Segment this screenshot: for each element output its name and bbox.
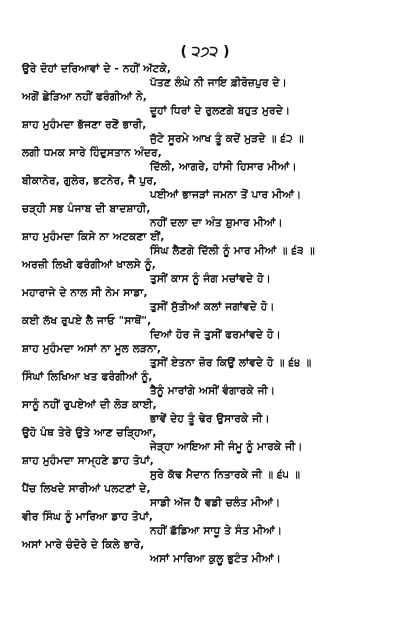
verse-line: ਸ਼ਾਹ ਮੁਹੰਮਦਾ ਸਾਮ੍ਹਣੇ ਡਾਹ ਤੋਪਾਂ, xyxy=(22,455,154,467)
verse-line: ਅਗੋਂ ਛੇੜਿਆ ਨਹੀਂ ਫਰੰਗੀਆਂ ਨੇ, xyxy=(22,91,147,103)
verse-line: ਤੁਸੀਂ ਏਤਨਾ ਜ਼ੋਰ ਕਿਉਂ ਲਾਂਵਦੇ ਹੋ ॥ ੬੪ ॥ xyxy=(150,357,312,369)
verse-line: ਪੱਤਣ ਲੰਘੇ ਨੀ ਜਾਇ ਫ਼ੀਰੋਜ਼ਪੁਰ ਦੇ। xyxy=(150,77,287,89)
verse-line: ਅਸਾਂ ਮਾਰਿਆ ਕੁਲੂ ਭੁਟੰਤ ਮੀਆਂ। xyxy=(150,553,281,565)
page-number: ( ੨੭੨ ) xyxy=(180,44,230,60)
verse-line: ਤੁਸੀਂ ਕਾਸ ਨੂੰ ਜੰਗ ਮਚਾਂਵਦੇ ਹੋ। xyxy=(150,273,271,285)
verse-line: ਤੈਨੂੰ ਮਾਰਾਂਗੇ ਅਸੀਂ ਵੰਗਾਰਕੇ ਜੀ। xyxy=(150,385,276,397)
verse-line: ਜੇੜ੍ਹਾ ਆਇਆ ਸੀ ਜੰਮੂ ਨੂੰ ਮਾਰਕੇ ਜੀ। xyxy=(150,441,303,453)
verse-line: ਪਈਆਂ ਭਾਜੜਾਂ ਜਮਨਾ ਤੋਂ ਪਾਰ ਮੀਆਂ। xyxy=(150,189,302,201)
verse-line: ਪੈਂਚ ਲਿਖਦੇ ਸਾਰੀਆਂ ਪਲਟਣਾਂ ਦੇ, xyxy=(22,483,151,495)
verse-line: ਸਾਡੀ ਅੱਜ ਹੈ ਵਡੀ ਚਲੰਤ ਮੀਆਂ। xyxy=(150,497,281,509)
verse-line: ਦਿਆਂ ਹੋਰ ਜੋ ਤੁਸੀਂ ਫਰਮਾਂਵਦੇ ਹੋ। xyxy=(150,329,281,341)
verse-line: ਸਿੰਘਾਂ ਲਿਖਿਆ ਖਤ ਫਰੰਗੀਆਂ ਨੂੰ, xyxy=(22,371,153,383)
verse-line: ਸ਼ਾਹ ਮੁਹੰਮਦਾ ਭੱਜਣਾ ਰਣੋਂ ਭਾਰੀ, xyxy=(22,119,147,131)
verse-line: ਸਿੰਘ ਲੈਣਗੇ ਦਿੱਲੀ ਨੂੰ ਮਾਰ ਮੀਆਂ ॥ ੬੩ ॥ xyxy=(150,245,315,257)
verse-line: ਬੀਕਾਨੇਰ, ਗੁਲੇਰ, ਭਟਨੇਰ, ਜੈ ਪੁਰ, xyxy=(22,175,158,187)
verse-line: ਸ਼ਾਹ ਮੁਹੰਮਦਾ ਅਸਾਂ ਨਾ ਮੂਲ ਲੜਨਾ, xyxy=(22,343,162,355)
verse-line: ਭਾਵੇਂ ਦੇਹ ਤੂੰ ਢੇਰ ਉਸਾਰਕੇ ਜੀ। xyxy=(150,413,270,425)
verse-line: ਵੀਰ ਸਿੰਘ ਨੂੰ ਮਾਰਿਆ ਡਾਹ ਤੋਪਾਂ, xyxy=(22,511,154,523)
verse-line: ਸਾਨੂੰ ਨਹੀਂ ਰੁਪਏਆਂ ਦੀ ਲੋੜ ਕਾਈ, xyxy=(22,399,157,411)
verse-line: ਜੁੱਟੇ ਸੂਰਮੇ ਆਖ ਤੂੰ ਕਦੋਂ ਮੁੜਦੇ ॥ ੬੨ ॥ xyxy=(150,133,304,145)
verse-line: ਮਹਾਰਾਜੇ ਦੇ ਨਾਲ ਸੀ ਨੇਮ ਸਾਡਾ, xyxy=(22,287,148,299)
verse-line: ਨਹੀਂ ਦਲਾ ਦਾ ਅੰਤ ਸ਼ੁਮਾਰ ਮੀਆਂ। xyxy=(150,217,283,229)
verse-line: ਅਸਾਂ ਮਾਰੇ ਚੰਦੋਰੇ ਦੇ ਕਿਲੇ ਭਾਰੇ, xyxy=(22,539,145,551)
verse-line: ਸੁਰੇ ਕੱਢ ਮੈਦਾਨ ਨਿਤਾਰਕੇ ਜੀ ॥ ੬੫ ॥ xyxy=(150,469,301,481)
verse-line: ਲਗੀ ਧਮਕ ਸਾਰੇ ਹਿੰਦੁਸਤਾਨ ਅੰਦਰ, xyxy=(22,147,162,159)
verse-line: ਅਰਜ਼ੀ ਲਿਖੀ ਫਰੰਗੀਆਂ ਖਾਲਸੇ ਨੂੰ, xyxy=(22,259,156,271)
verse-line: ਚੜ੍ਹੀ ਸਭ ਪੰਜਾਬ ਦੀ ਬਾਦਸ਼ਾਹੀ, xyxy=(22,203,151,215)
verse-line: ਉਰੇ ਦੋਹਾਂ ਦਰਿਆਵਾਂ ਦੇ - ਨਹੀਂ ਅੱਟਕੇ, xyxy=(22,63,172,75)
verse-line: ਦਿੱਲੀ, ਆਗਰੇ, ਹਾਂਸੀ ਹਿਸਾਰ ਮੀਆਂ। xyxy=(150,161,297,173)
verse-line: ਤੁਸੀਂ ਸੁੱਤੀਆਂ ਕਲਾਂ ਜਗਾਂਵਦੇ ਹੋ। xyxy=(150,301,275,313)
verse-line: ਉਹੋ ਪੰਥ ਤੇਰੇ ਉਤੇ ਆਣ ਚੜ੍ਹਿਆ, xyxy=(22,427,157,439)
verse-line: ਨਹੀਂ ਛੱਡਿਆ ਸਾਧੂ ਤੇ ਸੰਤ ਮੀਆਂ। xyxy=(150,525,283,537)
verse-line: ਕਈ ਲੱਖ ਰੁਪਏ ਲੈ ਜਾਓ "ਸਾਥੋਂ", xyxy=(22,315,152,327)
verse-line: ਦੂਹਾਂ ਧਿਰਾਂ ਦੇ ਰੁਲਣਗੇ ਬਹੁਤ ਮੁਰਦੇ। xyxy=(150,105,291,117)
verse-line: ਸ਼ਾਹ ਮੁਹੰਮਦਾ ਕਿਸੇ ਨਾ ਅਟਕਣਾ ਈਂ, xyxy=(22,231,165,243)
